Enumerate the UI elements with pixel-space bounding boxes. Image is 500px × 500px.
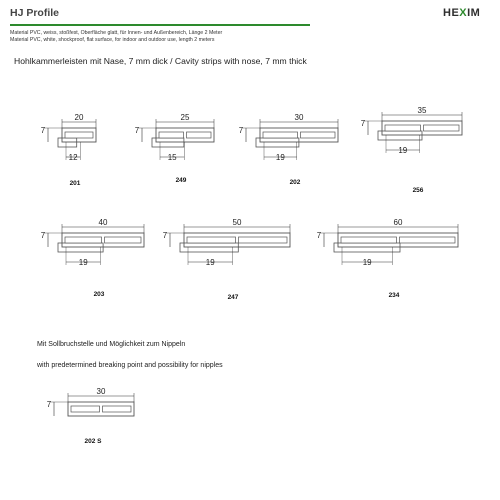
note-breaking-point-en: with predetermined breaking point and possibility for nipples xyxy=(37,362,223,369)
profile-nose xyxy=(58,243,103,252)
profile-cell xyxy=(341,237,397,243)
dimension-nose: 19 xyxy=(78,258,88,267)
profile-256 xyxy=(365,112,462,153)
profile-code: 247 xyxy=(227,294,239,301)
dimension-thickness: 7 xyxy=(238,126,244,135)
dimension-width: 60 xyxy=(393,218,403,227)
material-description-en: Material PVC, white, shockproof, flat surface, for indoor and outdoor use, length 2 meters xyxy=(10,37,215,43)
dimension-width: 50 xyxy=(232,218,242,227)
profile-nose xyxy=(334,243,400,252)
profile-202-s xyxy=(51,393,134,416)
profile-code: 234 xyxy=(388,292,400,299)
profile-code: 249 xyxy=(175,177,187,184)
dimension-width: 25 xyxy=(180,113,190,122)
dimension-thickness: 7 xyxy=(316,231,322,240)
profile-cell xyxy=(65,132,93,138)
dimension-thickness: 7 xyxy=(40,126,46,135)
dimension-thickness: 7 xyxy=(134,126,140,135)
logo-text-mid: X xyxy=(459,7,468,19)
profile-247 xyxy=(167,224,290,265)
logo-text-left: HE xyxy=(443,7,460,19)
profile-nose xyxy=(152,138,184,147)
dimension-width: 20 xyxy=(74,113,84,122)
dimension-nose: 19 xyxy=(275,153,285,162)
profile-code: 203 xyxy=(93,291,105,298)
material-description-de: Material PVC, weiss, stoßfest, Oberfläche glatt, für Innen- und Außenbereich, Länge 2 Meter xyxy=(10,30,223,36)
profile-nose xyxy=(378,131,422,140)
dimension-thickness: 7 xyxy=(46,400,52,409)
profile-cell xyxy=(385,125,421,131)
dimension-thickness: 7 xyxy=(162,231,168,240)
profile-code: 202 xyxy=(289,179,301,186)
profile-code: 202 S xyxy=(84,438,102,445)
note-breaking-point-de: Mit Sollbruchstelle und Möglichkeit zum Nippeln xyxy=(37,341,186,348)
dimension-nose: 15 xyxy=(167,153,177,162)
profile-cell xyxy=(187,132,212,138)
dimension-thickness: 7 xyxy=(360,119,366,128)
profile-cell xyxy=(103,406,132,412)
profile-nose xyxy=(58,138,77,147)
dimension-nose: 19 xyxy=(398,146,408,155)
brand-title: HJ Profile xyxy=(10,7,60,19)
profile-cell xyxy=(105,237,142,243)
profile-nose xyxy=(256,138,299,147)
dimension-width: 40 xyxy=(98,218,108,227)
page-heading: Hohlkammerleisten mit Nase, 7 mm dick / Cavity strips with nose, 7 mm thick xyxy=(14,56,307,66)
profile-nose xyxy=(180,243,238,252)
dimension-width: 30 xyxy=(96,387,106,396)
profile-cell xyxy=(424,125,460,131)
profile-cell xyxy=(65,237,102,243)
dimension-width: 30 xyxy=(294,113,304,122)
dimension-nose: 19 xyxy=(205,258,215,267)
logo-text-right: IM xyxy=(467,7,481,19)
dimension-nose: 12 xyxy=(68,153,78,162)
dimension-nose: 19 xyxy=(362,258,372,267)
profile-cell xyxy=(239,237,288,243)
profile-cell xyxy=(187,237,236,243)
profile-cell xyxy=(400,237,456,243)
profile-cell xyxy=(263,132,298,138)
profile-code: 256 xyxy=(412,187,424,194)
profile-cell xyxy=(301,132,336,138)
dimension-thickness: 7 xyxy=(40,231,46,240)
profile-code: 201 xyxy=(69,180,81,187)
profile-cell xyxy=(71,406,100,412)
profile-203 xyxy=(45,224,144,265)
profile-202 xyxy=(243,119,338,160)
profile-234 xyxy=(321,224,458,265)
dimension-width: 35 xyxy=(417,106,427,115)
profile-cell xyxy=(159,132,184,138)
